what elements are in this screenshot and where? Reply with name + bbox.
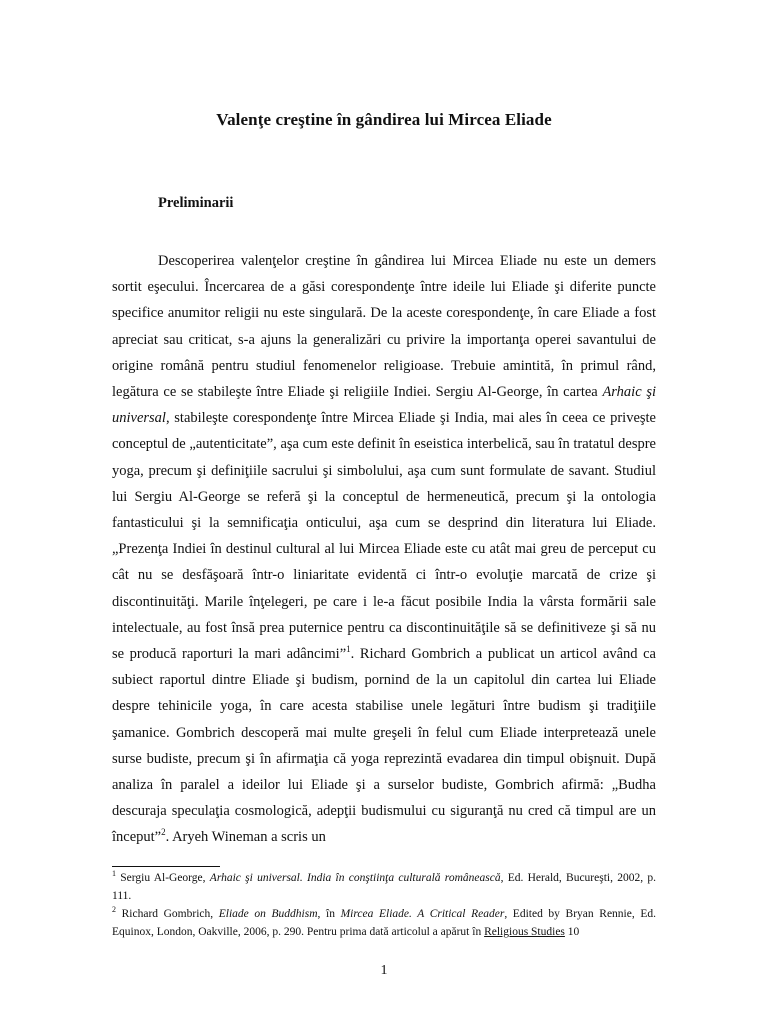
paragraph-text-2: , stabileşte corespondenţe între Mircea Eliade şi India, mai ales în ceea ce priveşte conceptul de „autenticitate”, aşa cum este definit în eseistica interbelică, sau în tratatul despre yoga, precum şi definiţiile sacrului şi simbolului, aşa cum sunt formulate de savant. Studiul lui Sergiu Al-George se referă şi la conceptul de hermeneutică, precum şi la ontologia fantasticului şi la semnificaţia onticului, aşa cum se desprind din literatura lui Eliade. „Prezenţa Indiei în destinul cultural al lui Mircea Eliade este cu atât mai greu de perceput cu cât nu se desfăşoară într-o liniaritate evidentă ci într-o evoluţie marcată de crize şi discontinuităţi. Marile înţelegeri, pe care i le-a făcut posibile India la vârsta formării sale intelectuale, au fost însă prea puternice pentru ca discontinuităţile să se definitiveze şi să nu se producă raporturi la mari adâncimi”	[112, 410, 656, 663]
footnote-1-book-title: Arhaic şi universal. India în conştiinţa culturală românească	[209, 872, 501, 884]
footnote-1-text: Sergiu Al-George,	[116, 872, 210, 884]
footnote-1	[112, 869, 656, 905]
book-title-italic: Arhaic şi universal	[112, 384, 657, 427]
footnote-ref-2[interactable]: 2	[161, 827, 166, 838]
paragraph-text-4: . Aryeh Wineman a scris un	[165, 829, 326, 846]
document-title: Valenţe creştine în gândirea lui Mircea Eliade	[216, 110, 552, 129]
footnote-2-details: , Edited by Bryan Rennie, Ed. Equinox, London, Oakville, 2006, p. 290. Pentru prima dată articolul a apărut în	[112, 908, 656, 938]
page-number: 1	[380, 963, 388, 978]
footnote-ref-1[interactable]: 1	[346, 644, 351, 655]
footnote-mark-2: 2	[112, 905, 116, 915]
footnote-2-text: Richard Gombrich,	[116, 908, 219, 920]
section-heading: Preliminarii	[158, 195, 234, 211]
paragraph-text-3: . Richard Gombrich a publicat un articol având ca subiect raportul dintre Eliade şi budism, pornind de la un capitolul din cartea lui Eliade despre tehinicile yoga, în care acesta stabilise unele legături între budism şi tradiţiile şamanice. Gombrich descoperă mai multe greşeli în felul cum Eliade interpretează unele surse budiste, precum şi în afirmaţia că yoga reprezintă evadarea din timpul obişnuit. După analiza în paralel a ideilor lui Eliade şi a surselor budiste, Gombrich afirmă: „Budha descuraja speculaţia cosmologică, adepţii budismului cu siguranţă nu cred că timpul are un început”	[112, 646, 656, 846]
footnote-mark-1: 1	[112, 869, 116, 879]
footnote-2	[112, 905, 656, 941]
footnote-2-book-title: Mircea Eliade. A Critical Reader	[340, 908, 505, 920]
footnotes	[112, 869, 656, 941]
footnote-1-details: , Ed. Herald, Bucureşti, 2002, p. 111.	[112, 872, 657, 902]
footnote-2-journal: Religious Studies	[484, 926, 565, 938]
footnote-2-tail: 10	[564, 926, 580, 938]
body-paragraph	[112, 248, 656, 851]
paragraph-text-1: Descoperirea valenţelor creştine în gândirea lui Mircea Eliade nu este un demers sortit eşecului. Încercarea de a găsi corespondenţe între ideile lui Eliade şi diferite puncte specifice anumitor religii nu este singulară. De la aceste corespondenţe, în care Eliade a fost apreciat sau criticat, s-a ajuns la generalizări cu privire la importanţa operei savantului de origine română pentru studiul fenomenelor religioase. Trebuie amintită, în primul rând, legătura ce se stabileşte între Eliade şi religiile Indiei. Sergiu Al-George, în cartea	[112, 253, 656, 401]
footnote-separator	[112, 866, 220, 867]
footnote-2-article-title: Eliade on Buddhism	[218, 908, 318, 920]
footnote-2-connector: , în	[317, 908, 341, 920]
